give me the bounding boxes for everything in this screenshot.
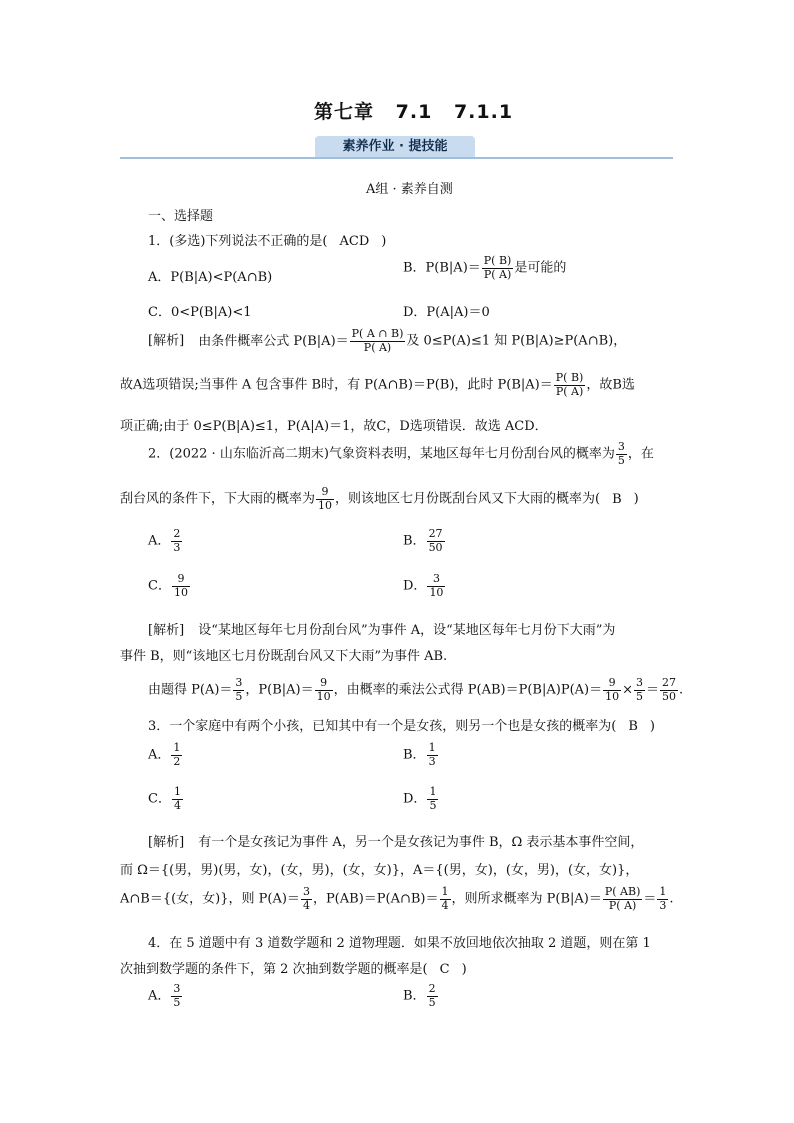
q3-f2-num: 1 <box>441 885 449 898</box>
q3-exp3-c: ，则所求概率为 P(B|A)＝ <box>451 891 602 907</box>
q2-answer: B <box>612 491 622 507</box>
q4-option-a-label: A． <box>148 988 171 1004</box>
q4-option-b-den: 5 <box>428 995 436 1009</box>
subsection-label: 7.1.1 <box>453 101 514 123</box>
q2-line1-b: ，在 <box>627 446 654 462</box>
q2-option-b-label: B． <box>403 533 426 549</box>
q2-e-f1-den: 5 <box>235 689 243 703</box>
q1-option-b-num: P( B) <box>483 254 512 267</box>
q3-f4-num: 1 <box>659 885 667 898</box>
q2-option-c-den: 10 <box>173 585 188 599</box>
q2-option-b <box>403 528 446 554</box>
q2-explanation-line1 <box>148 619 615 638</box>
q4-option-a <box>148 983 183 1009</box>
q3-option-b-den: 3 <box>428 754 436 768</box>
q2-option-a <box>148 528 183 554</box>
q3-eq: ＝ <box>643 891 657 907</box>
q2-f2-den: 10 <box>318 498 333 512</box>
q4-option-a-den: 5 <box>173 995 181 1009</box>
q1-option-b-fraction <box>482 255 514 281</box>
q2-option-b-den: 50 <box>428 540 443 554</box>
q1-explanation-line3: 项正确;由于 0≤P(B|A)≤1，P(A|A)＝1，故C，D选项错误．故选 ACD． <box>120 419 548 434</box>
q2-option-d-fraction <box>427 573 445 599</box>
section-label: 7.1 <box>395 101 433 123</box>
q3-stem-text: 3．一个家庭中有两个小孩，已知其中有一个是女孩，则另一个也是女孩的概率为( <box>148 719 617 734</box>
q2-explanation-line3 <box>148 677 683 703</box>
q1-close: ) <box>381 234 387 249</box>
q2-e-fraction-4 <box>634 677 645 703</box>
q2-eq: ＝ <box>646 682 660 698</box>
q2-e-fraction-5 <box>660 677 678 703</box>
q3-option-c-label: C． <box>148 791 171 807</box>
q3-option-d-fraction <box>427 786 438 812</box>
q3-option-b-fraction <box>427 742 438 768</box>
q3-f2-den: 4 <box>441 898 449 912</box>
q2-option-a-den: 3 <box>173 540 181 554</box>
q2-option-c-fraction <box>172 573 190 599</box>
q4-option-a-fraction <box>171 983 182 1009</box>
q3-fraction-1 <box>301 886 312 912</box>
q3-option-d-den: 5 <box>429 798 437 812</box>
group-title: A组 · 素养自测 <box>366 182 453 197</box>
q2-option-b-fraction <box>427 528 445 554</box>
q1-option-b-pre: B．P(B|A)＝ <box>403 260 481 276</box>
q4-line2: 次抽到数学题的条件下，第 2 次抽到数学题的概率是( <box>120 962 428 977</box>
q2-option-c <box>148 573 191 599</box>
q2-f1-num: 3 <box>617 440 625 453</box>
q1-exp2-b: ，故B选 <box>586 377 635 393</box>
q3-option-c-den: 4 <box>173 798 181 812</box>
q3-fraction-4 <box>657 886 668 912</box>
q2-option-d-den: 10 <box>429 585 444 599</box>
chapter-label: 第七章 <box>314 101 375 123</box>
q1-option-b-post: 是可能的 <box>514 260 567 276</box>
q3-option-b-label: B． <box>403 747 426 763</box>
q2-stem-line1 <box>148 441 654 467</box>
q1-exp2-den: P( A) <box>555 384 584 398</box>
q2-exp3-b: ，P(B|A)＝ <box>245 682 314 698</box>
q4-answer: C <box>439 962 450 977</box>
q2-option-a-fraction <box>171 528 182 554</box>
q2-option-c-num: 9 <box>172 573 190 587</box>
q3-f1-num: 3 <box>302 885 310 898</box>
q3-explanation-line1 <box>148 831 643 850</box>
q3-exp3-a: A∩B＝{(女，女)}，则 P(A)＝ <box>120 891 300 907</box>
q1-option-c: C．0<P(B|A)<1 <box>148 305 252 320</box>
q2-explanation-line2: 事件 B，则“该地区七月份既刮台风又下大雨”为事件 AB. <box>120 649 448 664</box>
q3-option-d-num: 1 <box>429 785 437 798</box>
q4-stem-line1: 4．在 5 道题中有 3 道数学题和 2 道物理题．如果不放回地依次抽取 2 道题，则在第 1 <box>148 936 651 951</box>
q2-line2-b: ，则该地区七月份既刮台风又下大雨的概率为( <box>335 491 601 507</box>
q2-exp1: 设“某地区每年七月份刮台风”为事件 A，设“某地区每年七月份下大雨”为 <box>198 623 616 638</box>
q1-tag: [解析] <box>148 333 185 349</box>
q1-explanation-line2 <box>120 372 635 398</box>
q3-option-c <box>148 786 184 812</box>
q2-e-f5-num: 27 <box>662 676 677 689</box>
q1-stem-text: 1．(多选)下列说法不正确的是( <box>148 234 328 249</box>
q4-stem-line2 <box>120 958 467 977</box>
q2-option-a-num: 2 <box>173 527 181 540</box>
q3-f3-den: P( A) <box>608 898 637 912</box>
q3-stem <box>148 715 655 734</box>
q3-exp1: 有一个是女孩记为事件 A，另一个是女孩记为事件 B，Ω 表示基本事件空间， <box>198 835 644 850</box>
q2-e-f3-num: 9 <box>603 677 621 691</box>
q2-dot: . <box>679 682 684 698</box>
q2-exp3-c: ，由概率的乘法公式得 P(AB)＝P(B|A)P(A)＝ <box>333 682 603 698</box>
q3-option-c-fraction <box>172 786 183 812</box>
q1-option-b <box>403 255 566 281</box>
q2-exp3-a: 由题得 P(A)＝ <box>148 682 233 698</box>
q2-e-f1-num: 3 <box>235 676 243 689</box>
q2-f1-den: 5 <box>617 453 625 467</box>
q2-e-f2-den: 10 <box>316 689 331 703</box>
banner: 素养作业 · 提技能 <box>315 136 475 158</box>
q2-option-d <box>403 573 446 599</box>
q1-exp1-fraction <box>350 328 406 354</box>
q1-exp1-b: 及 0≤P(A)≤1 知 P(B|A)≥P(A∩B)， <box>406 333 627 349</box>
q2-option-d-label: D． <box>403 578 427 594</box>
q3-option-a-den: 2 <box>173 754 181 768</box>
q2-f2-num: 9 <box>316 486 334 500</box>
q3-tag: [解析] <box>148 835 185 850</box>
q2-e-f4-num: 3 <box>636 676 644 689</box>
page-title <box>314 97 513 124</box>
q2-stem-line2 <box>120 486 639 512</box>
q1-exp2-a: 故A选项错误;当事件 A 包含事件 B时，有 P(A∩B)＝P(B)，此时 P(B|A)＝ <box>120 377 553 393</box>
q3-option-b <box>403 742 439 768</box>
q2-option-a-label: A． <box>148 533 171 549</box>
q1-exp2-fraction <box>554 372 586 398</box>
q4-option-b-fraction <box>427 983 438 1009</box>
q3-option-a-label: A． <box>148 747 171 763</box>
part-title: 一、选择题 <box>148 209 214 224</box>
q2-e-fraction-2 <box>315 677 333 703</box>
q3-close: ) <box>649 719 655 734</box>
q4-option-a-num: 3 <box>173 982 181 995</box>
q3-fraction-3 <box>603 886 643 912</box>
q3-exp3-b: ，P(AB)＝P(A∩B)＝ <box>312 891 439 907</box>
header-divider <box>120 157 673 159</box>
q2-close: ) <box>633 491 639 507</box>
q3-f3-num: P( AB) <box>604 885 641 898</box>
q1-option-b-den: P( A) <box>483 267 512 281</box>
q1-explanation-line1 <box>148 328 626 354</box>
q2-e-f3-den: 10 <box>605 689 620 703</box>
q3-f4-den: 3 <box>659 898 667 912</box>
q1-option-d: D．P(A|A)＝0 <box>403 305 490 320</box>
q2-line1-a: 2．(2022 · 山东临沂高二期末)气象资料表明，某地区每年七月份刮台风的概率为 <box>148 446 615 462</box>
q1-exp1-a: 由条件概率公式 P(B|A)＝ <box>198 333 349 349</box>
q4-close: ) <box>461 962 467 977</box>
q4-option-b <box>403 983 439 1009</box>
q3-fraction-2 <box>440 886 451 912</box>
q1-exp2-num: P( B) <box>555 371 584 384</box>
q2-e-fraction-1 <box>233 677 244 703</box>
q1-answer: ACD <box>339 234 370 249</box>
q2-fraction-1 <box>616 441 627 467</box>
q3-option-a-fraction <box>171 742 182 768</box>
q2-e-f2-num: 9 <box>315 677 333 691</box>
q3-answer: B <box>628 719 638 734</box>
q3-option-b-num: 1 <box>428 741 436 754</box>
q2-option-c-label: C． <box>148 578 171 594</box>
q4-option-b-num: 2 <box>428 982 436 995</box>
q1-stem <box>148 230 386 249</box>
q2-option-d-num: 3 <box>427 573 445 587</box>
q4-option-b-label: B． <box>403 988 426 1004</box>
q3-explanation-line3 <box>120 886 674 912</box>
q2-times: × <box>622 682 634 698</box>
q2-tag: [解析] <box>148 623 185 638</box>
q1-exp1-num: P( A ∩ B) <box>351 327 404 340</box>
q3-option-c-num: 1 <box>173 785 181 798</box>
q3-option-d-label: D． <box>403 791 427 807</box>
q3-dot: . <box>669 891 674 907</box>
q3-option-a <box>148 742 183 768</box>
q1-option-a: A．P(B|A)<P(A∩B) <box>148 270 273 285</box>
q2-fraction-2 <box>316 486 334 512</box>
q1-exp1-den: P( A) <box>363 340 392 354</box>
q2-e-f5-den: 50 <box>662 689 677 703</box>
q2-option-b-num: 27 <box>428 527 443 540</box>
q3-option-a-num: 1 <box>173 741 181 754</box>
q3-explanation-line2: 而 Ω＝{(男，男)(男，女)，(女，男)，(女，女)}，A＝{(男，女)，(女，男)，(女，女)}， <box>120 863 639 878</box>
q2-e-f4-den: 5 <box>636 689 644 703</box>
q3-f1-den: 4 <box>302 898 310 912</box>
q3-option-d <box>403 786 439 812</box>
q2-line2-a: 刮台风的条件下，下大雨的概率为 <box>120 491 316 507</box>
q2-e-fraction-3 <box>603 677 621 703</box>
